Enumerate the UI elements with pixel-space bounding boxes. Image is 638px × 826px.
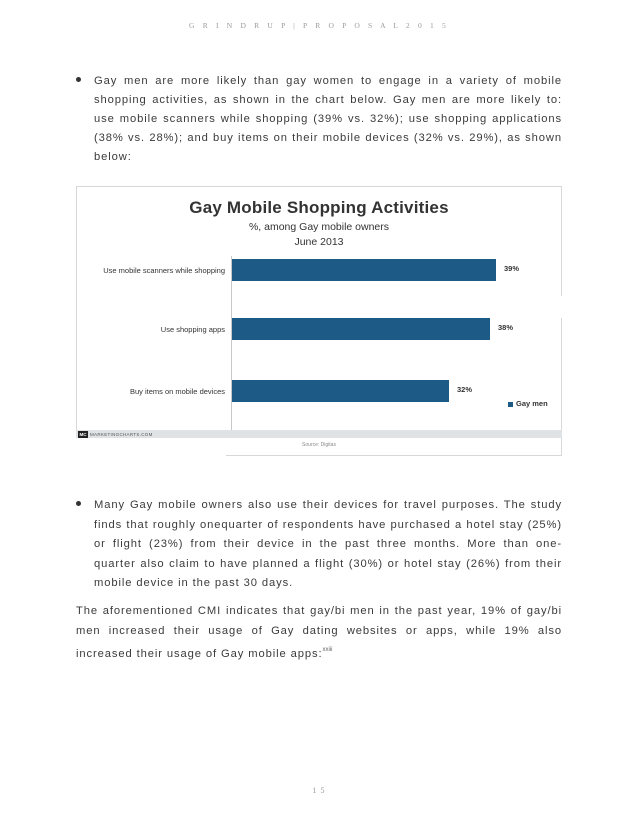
cmi-paragraph [76,602,562,665]
chart-crop-right [546,296,562,318]
chart-bar [232,380,449,402]
bullet-text: Gay men are more likely than gay women to engage in a variety of mobile shopping activities, as shown in the chart below. Gay men are more likely to: use mobile scanners while shopping (39% vs. 32%); use shopping applications (38% vs. 28%); and buy items on their mobile devices (32% vs. 29%), as shown below: [94,75,562,163]
chart-bar [232,318,490,340]
bullet-dot [76,77,81,82]
chart-axis-line [231,256,232,431]
chart-title: Gay Mobile Shopping Activities [189,198,449,217]
chart-crop-bottom-left [76,438,226,456]
marketingcharts-site: MARKETINGCHARTS.COM [90,432,153,437]
running-header: G R I N D R U P | P R O P O S A L 2 0 1 5 [189,21,449,30]
legend-label: Gay men [516,399,548,408]
paragraph-text: The aforementioned CMI indicates that gay/bi men in the past year, 19% of gay/bi men increased their usage of Gay dating websites or apps, while 19% also increased their usage of Gay mobile apps: [76,605,562,660]
chart-source: Source: Digitas [302,442,336,448]
shopping-activities-chart [76,186,562,456]
category-label: Use shopping apps [160,325,225,334]
bar-value-label: 32% [457,385,473,394]
bullet-item-travel [76,496,562,594]
endnote-ref: xxiii [322,647,333,653]
bullet-item-shopping [76,72,562,167]
page-number: 1 5 [312,786,326,795]
category-label: Buy items on mobile devices [129,387,225,396]
legend-swatch [508,402,513,407]
marketingcharts-logo: MC [79,432,87,437]
category-label: Use mobile scanners while shopping [103,266,225,275]
bar-value-label: 39% [504,264,520,273]
chart-bar [232,259,496,281]
bar-value-label: 38% [498,323,514,332]
bullet-dot [76,501,81,506]
chart-subtitle: %, among Gay mobile owners [248,221,390,233]
bullet-text: Many Gay mobile owners also use their devices for travel purposes. The study finds that roughly onequarter of respondents have purchased a hotel stay (25%) or flight (23%) from their device in the past three months. More than one-quarter also claim to have planned a flight (30%) or hotel stay (26%) from their mobile device in the past 30 days. [94,499,562,589]
chart-date: June 2013 [294,236,344,248]
